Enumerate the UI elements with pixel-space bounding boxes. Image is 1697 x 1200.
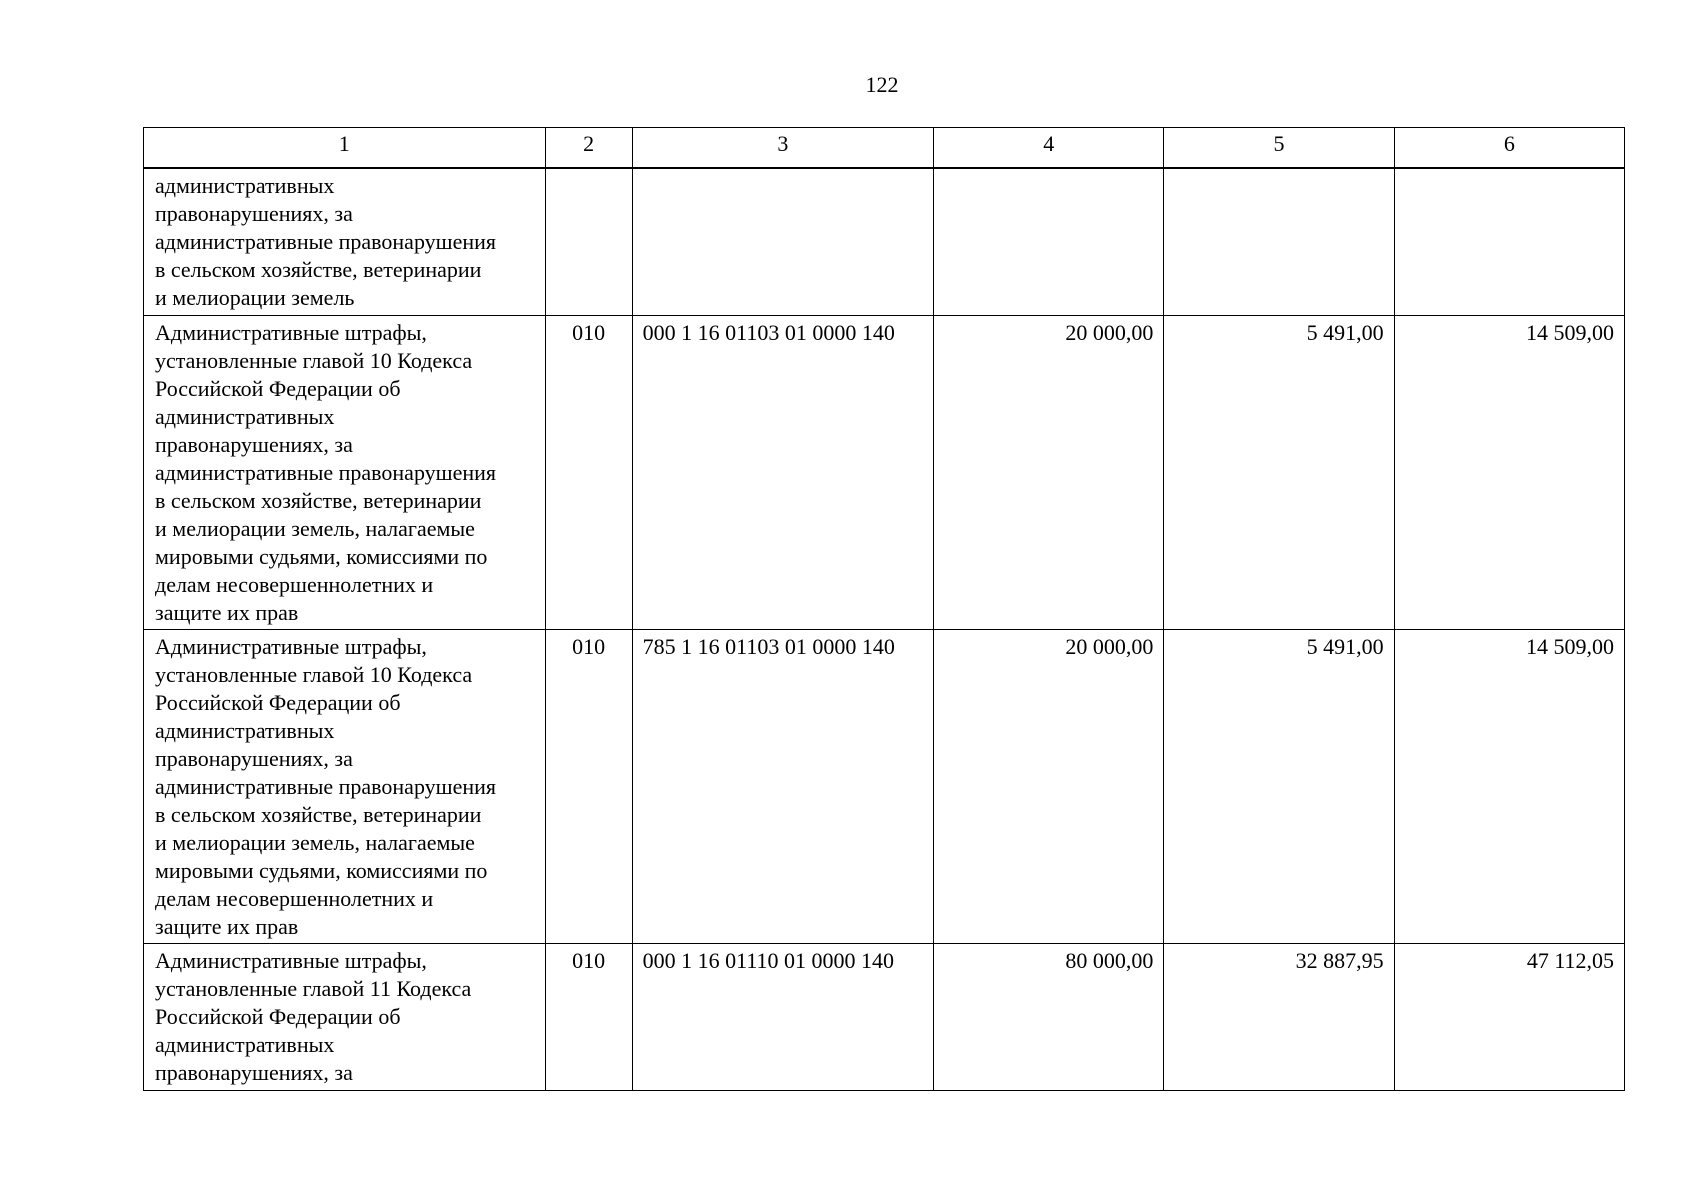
row-code-cell xyxy=(545,168,632,316)
row-code-cell: 010 xyxy=(545,316,632,630)
row-col6-cell xyxy=(1394,168,1624,316)
header-cell-5: 5 xyxy=(1164,128,1394,169)
header-cell-3: 3 xyxy=(632,128,933,169)
row-col6-cell: 14 509,00 xyxy=(1394,630,1624,944)
header-cell-2: 2 xyxy=(545,128,632,169)
report-table xyxy=(143,127,1625,1091)
row-kbk-cell xyxy=(632,168,933,316)
table-header-row xyxy=(144,128,1625,169)
row-name-cell: административных правонарушениях, за административные правонарушения в сельском хозяйстве, ветеринарии и мелиорации земель xyxy=(144,168,546,316)
row-code-cell: 010 xyxy=(545,630,632,944)
row-col4-cell xyxy=(934,168,1164,316)
row-col5-cell xyxy=(1164,168,1394,316)
row-col4-cell: 20 000,00 xyxy=(934,630,1164,944)
row-col5-cell: 5 491,00 xyxy=(1164,630,1394,944)
row-code-cell: 010 xyxy=(545,944,632,1091)
table-row xyxy=(144,944,1625,1091)
row-col4-cell: 80 000,00 xyxy=(934,944,1164,1091)
table-row xyxy=(144,630,1625,944)
page-number: 122 xyxy=(865,72,899,97)
row-name-cell: Административные штрафы, установленные главой 10 Кодекса Российской Федерации об административных правонарушениях, за административные правонарушения в сельском хозяйстве, ветеринарии и мелиорации земель, налагаемые мировыми судьями, комиссиями по делам несовершеннолетних и защите их прав xyxy=(144,630,546,944)
table-row xyxy=(144,316,1625,630)
header-cell-1: 1 xyxy=(144,128,546,169)
row-kbk-cell: 000 1 16 01110 01 0000 140 xyxy=(632,944,933,1091)
row-col6-cell: 47 112,05 xyxy=(1394,944,1624,1091)
row-kbk-cell: 000 1 16 01103 01 0000 140 xyxy=(632,316,933,630)
row-col5-cell: 32 887,95 xyxy=(1164,944,1394,1091)
row-col5-cell: 5 491,00 xyxy=(1164,316,1394,630)
row-name-cell: Административные штрафы, установленные главой 11 Кодекса Российской Федерации об административных правонарушениях, за xyxy=(144,944,546,1091)
table-row xyxy=(144,168,1625,316)
header-cell-4: 4 xyxy=(934,128,1164,169)
row-col6-cell: 14 509,00 xyxy=(1394,316,1624,630)
row-kbk-cell: 785 1 16 01103 01 0000 140 xyxy=(632,630,933,944)
row-name-cell: Административные штрафы, установленные главой 10 Кодекса Российской Федерации об административных правонарушениях, за административные правонарушения в сельском хозяйстве, ветеринарии и мелиорации земель, налагаемые мировыми судьями, комиссиями по делам несовершеннолетних и защите их прав xyxy=(144,316,546,630)
row-col4-cell: 20 000,00 xyxy=(934,316,1164,630)
header-cell-6: 6 xyxy=(1394,128,1624,169)
